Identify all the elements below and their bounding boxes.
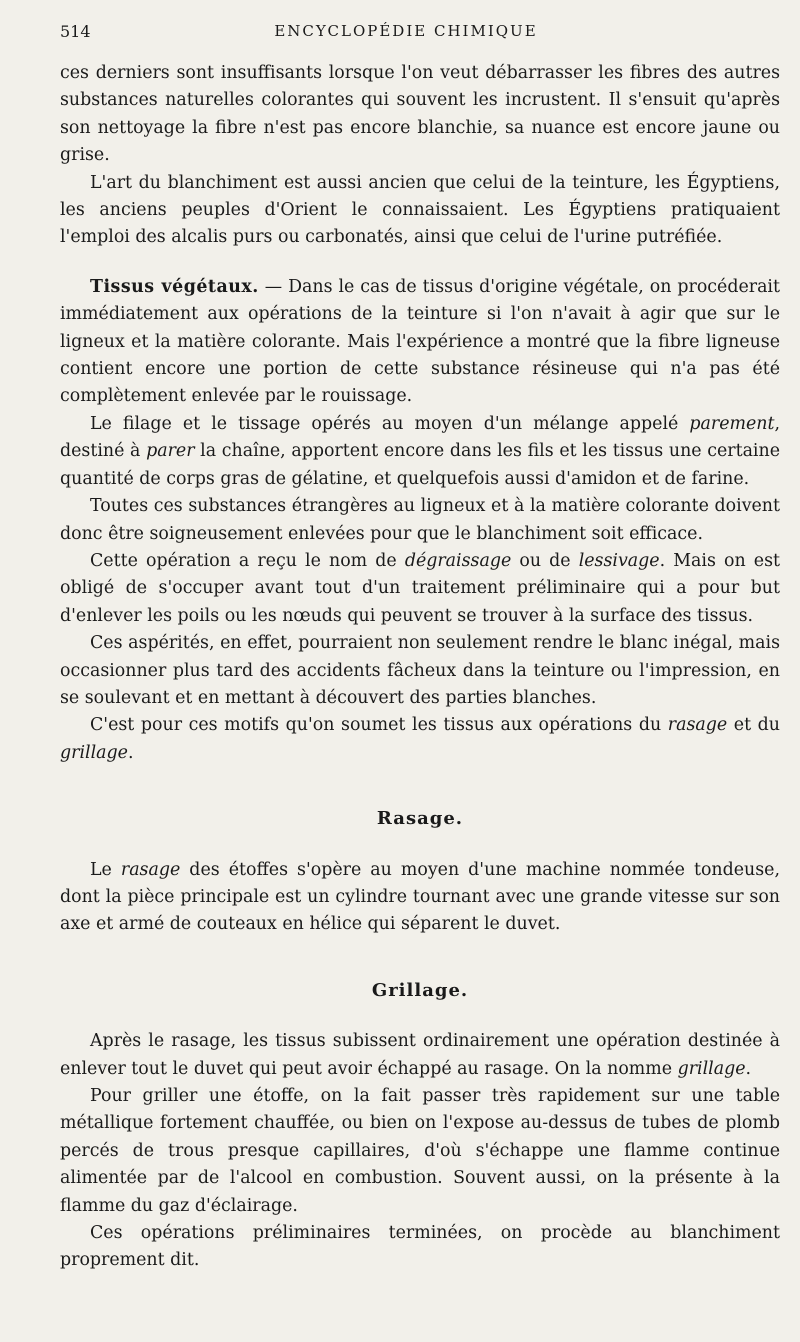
page-header (60, 22, 752, 50)
text-run: ou de (511, 550, 579, 571)
paragraph-tissus-text: — Dans le cas de tissus d'origine végétale, on procéderait immédiatement aux opérations de la teinture si l'on n'avait à agir que sur le ligneux et la matière colorante. Mais l'expérience a montré que la fibre ligneuse contient encore une portion de cette substance résineuse qui n'a pas été complètement enlevée par le rouissage. (60, 276, 780, 407)
section-heading-rasage: Rasage. (376, 808, 464, 830)
text-run: . (127, 742, 134, 763)
paragraph-motifs (60, 712, 780, 767)
text-run: Cette opération a reçu le nom de (90, 550, 405, 571)
section-heading-grillage: Grillage. (371, 979, 469, 1001)
paragraph-rasage (60, 857, 780, 939)
text-run: C'est pour ces motifs qu'on soumet les tissus aux opérations du (90, 715, 668, 736)
page-number: 514 (60, 22, 91, 41)
text-run: . (745, 1058, 752, 1079)
paragraph-conclusion: Ces opérations préliminaires terminées, on procède au blanchiment proprement dit. (60, 1223, 780, 1271)
paragraph-degraissage (60, 548, 780, 630)
text-run: Le (90, 859, 121, 880)
running-title: ENCYCLOPÉDIE CHIMIQUE (274, 22, 538, 40)
term-lessivage: lessivage (578, 550, 660, 571)
text-run: Le filage et le tissage opérés au moyen d'un mélange appelé (90, 413, 690, 434)
paragraph-asperites: Ces aspérités, en effet, pourraient non seulement rendre le blanc inégal, mais occasionner plus tard des accidents fâcheux dans la teinture ou l'impression, en se soulevant et en mettant à découvert des parties blanches. (60, 633, 780, 708)
page-body (60, 60, 780, 1275)
paragraph-griller: Pour griller une étoffe, on la fait passer très rapidement sur une table métallique fortement chauffée, ou bien on l'expose au-dessus de tubes de plomb percés de trous presque capillaires, d'où s'échappe une flamme continue alimentée par de l'alcool en combustion. Souvent aussi, on la présente à la flamme du gaz d'éclairage. (60, 1086, 780, 1216)
paragraph-tissus-vegetaux (60, 274, 780, 411)
term-degraissage: dégraissage (404, 550, 512, 571)
paragraph-substances: Toutes ces substances étrangères au ligneux et à la matière colorante doivent donc être soigneusement enlevées pour que le blanchiment soit efficace. (60, 496, 780, 544)
paragraph-history: L'art du blanchiment est aussi ancien que celui de la teinture, les Égyptiens, les anciens peuples d'Orient le connaissaient. Les Égyptiens pratiquaient l'emploi des alcalis purs ou carbonatés, ainsi que celui de l'urine putréfiée. (60, 172, 780, 248)
text-run: Après le rasage, les tissus subissent ordinairement une opération destinée à enlever tout le duvet qui peut avoir échappé au rasage. On la nomme (60, 1031, 780, 1079)
text-run: et du (727, 715, 780, 736)
text-run: la chaîne, apportent encore dans les fils et les tissus une certaine quantité de corps gras de gélatine, et quelquefois aussi d'amidon et de farine. (60, 441, 780, 489)
paragraph-filage (60, 411, 780, 493)
term-grillage: grillage (60, 742, 128, 763)
paragraph-continuation: ces derniers sont insuffisants lorsque l'on veut débarrasser les fibres des autres substances naturelles colorantes qui souvent les incrustent. Il s'ensuit qu'après son nettoyage la fibre n'est pas encore blanchie, sa nuance est encore jaune ou grise. (60, 63, 780, 166)
section-heading-tissus-vegetaux: Tissus végétaux. (90, 276, 259, 297)
paragraph-grillage-intro (60, 1028, 780, 1083)
term-grillage: grillage (677, 1058, 746, 1079)
term-parer: parer (146, 441, 195, 462)
text-run: des étoffes s'opère au moyen d'une machine nommée tondeuse, dont la pièce principale est un cylindre tournant avec une grande vitesse sur son axe et armé de couteaux en hélice qui séparent le duvet. (60, 859, 780, 935)
term-rasage: rasage (667, 715, 728, 736)
text-run: . Mais on est obligé de s'occuper avant tout d'un traitement préliminaire qui a pour but d'enlever les poils ou les nœuds qui peuvent se trouver à la surface des tissus. (60, 550, 780, 626)
term-parement: parement (689, 413, 775, 434)
text-run: , destiné à (60, 413, 780, 462)
term-rasage: rasage (120, 859, 181, 880)
